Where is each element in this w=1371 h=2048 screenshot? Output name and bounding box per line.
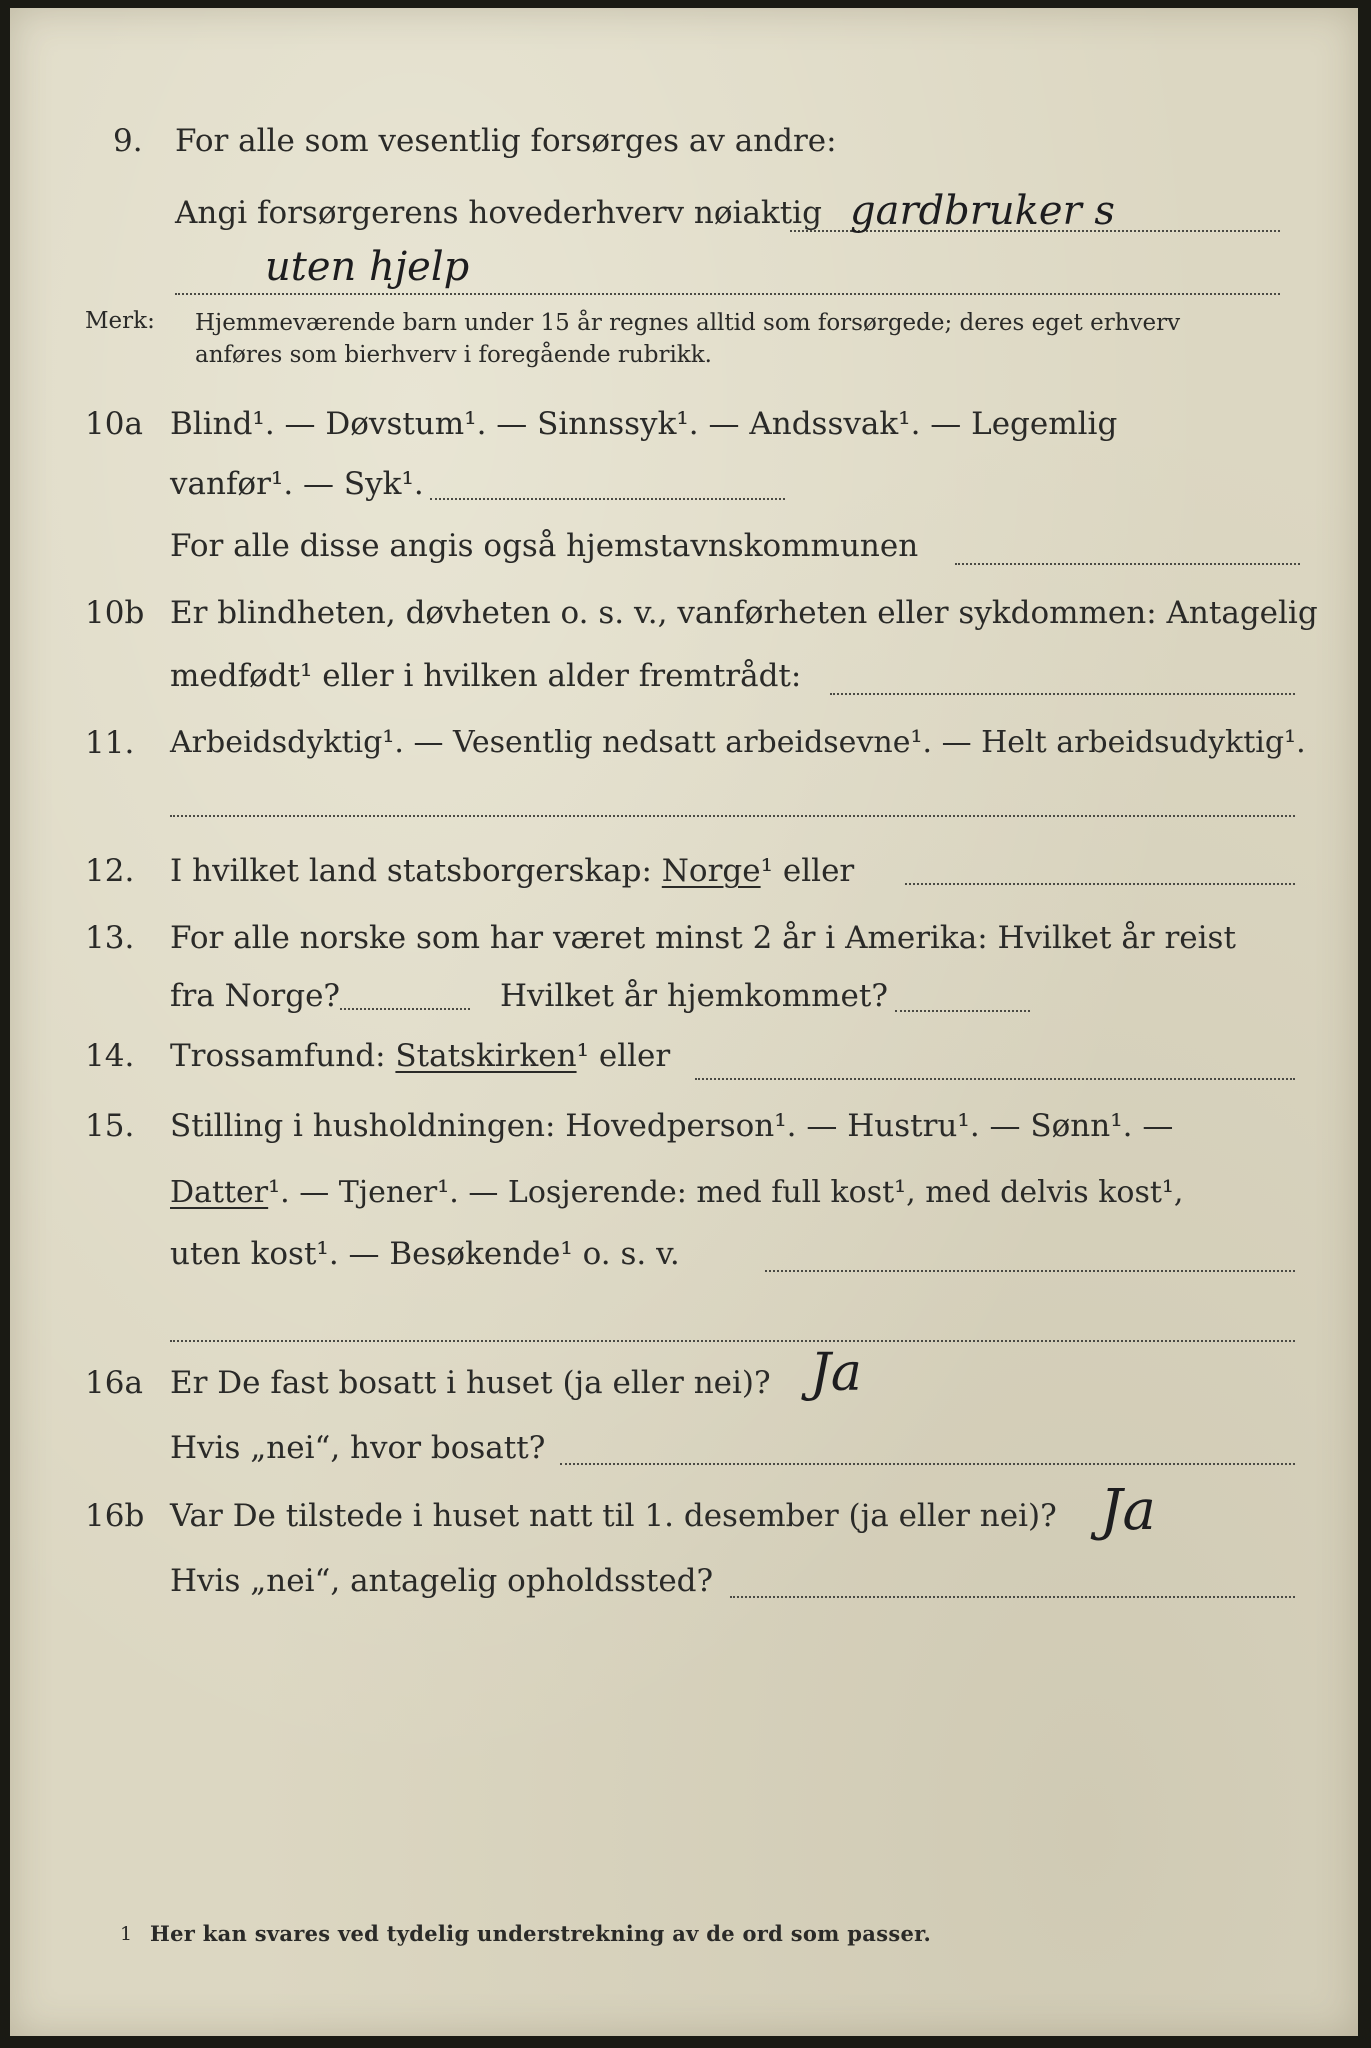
q16b-answer-line	[730, 1596, 1295, 1598]
q15-line-1: Stilling i husholdningen: Hovedperson¹. — Hustru¹. — Sønn¹. —	[170, 1108, 1174, 1144]
q10b-line-1: Er blindheten, døvheten o. s. v., vanførheten eller sykdommen: Antagelig	[170, 595, 1318, 631]
q9-handwritten-answer-2: uten hjelp	[265, 244, 470, 290]
q10a-line-2: vanfør¹. — Syk¹.	[170, 466, 424, 502]
q10a-line-3: For alle disse angis også hjemstavnskommunen	[170, 528, 919, 564]
q11-line-1: Arbeidsdyktig¹. — Vesentlig nedsatt arbeidsevne¹. — Helt arbeidsudyktig¹.	[170, 725, 1306, 760]
footnote-mark: 1	[120, 1923, 133, 1945]
merk-line-1: Hjemmeværende barn under 15 år regnes alltid som forsørgede; deres eget erhverv	[195, 310, 1181, 336]
q16a-line-1: Er De fast bosatt i huset (ja eller nei)?	[170, 1365, 771, 1401]
q15-answer-line-2	[170, 1340, 1295, 1342]
item-number-14: 14.	[85, 1038, 135, 1074]
q11-answer-line	[170, 815, 1295, 817]
q15-underlined-datter: Datter	[170, 1175, 269, 1210]
merk-label: Merk:	[85, 308, 155, 334]
q9-answer-line-2	[175, 293, 1280, 295]
q12-question: I hvilket land statsborgerskap:	[170, 853, 652, 889]
q12-underlined-norge: Norge	[661, 853, 761, 889]
q13-line-1: For alle norske som har været minst 2 år i Amerika: Hvilket år reist	[170, 920, 1236, 956]
q13-line-2b: Hvilket år hjemkommet?	[500, 978, 888, 1014]
q13-hjemkommet-line	[895, 1010, 1030, 1012]
q15-line-2	[170, 1175, 1183, 1210]
item-number-10b: 10b	[85, 595, 145, 631]
item-number-9: 9.	[113, 123, 143, 159]
q16b-line-2: Hvis „nei“, antagelig opholdssted?	[170, 1563, 714, 1599]
q10b-line-2: medfødt¹ eller i hvilken alder fremtrådt:	[170, 658, 802, 694]
q12-answer-line	[905, 883, 1295, 885]
q13-line-2a: fra Norge?	[170, 978, 341, 1014]
item-number-12: 12.	[85, 853, 135, 889]
q14-question: Trossamfund:	[170, 1038, 386, 1074]
q10a-answer-line	[430, 498, 785, 500]
q16a-handwritten-answer: Ja	[810, 1343, 862, 1403]
q9-handwritten-answer-1: gardbruker s	[850, 188, 1115, 234]
q13-reist-line	[340, 1008, 470, 1010]
footnote-text: Her kan svares ved tydelig understrekning av de ord som passer.	[150, 1921, 932, 1946]
item-number-15: 15.	[85, 1108, 135, 1144]
q16b-handwritten-answer: Ja	[1100, 1478, 1156, 1543]
item-number-16a: 16a	[85, 1365, 143, 1401]
q10b-answer-line	[830, 693, 1295, 695]
q10a-line-1: Blind¹. — Døvstum¹. — Sinnssyk¹. — Andssvak¹. — Legemlig	[170, 406, 1118, 442]
q15-line-3: uten kost¹. — Besøkende¹ o. s. v.	[170, 1236, 680, 1272]
q10a-hjemstavn-line	[955, 563, 1300, 565]
q12-line	[170, 853, 854, 889]
q16b-line-1: Var De tilstede i huset natt til 1. desember (ja eller nei)?	[170, 1498, 1057, 1534]
item-number-16b: 16b	[85, 1498, 145, 1534]
merk-line-2: anføres som bierhverv i foregående rubrikk.	[195, 342, 712, 368]
item-number-13: 13.	[85, 920, 135, 956]
item-number-11: 11.	[85, 725, 135, 761]
item-number-10a: 10a	[85, 406, 143, 442]
q14-suffix: ¹ eller	[576, 1038, 671, 1074]
q14-underlined-statskirken: Statskirken	[395, 1038, 577, 1074]
q12-suffix: ¹ eller	[760, 853, 855, 889]
q9-line-2: Angi forsørgerens hovederhverv nøiaktig	[175, 195, 822, 231]
q15-line-2-rest: ¹. — Tjener¹. — Losjerende: med full kost¹, med delvis kost¹,	[268, 1175, 1184, 1210]
q9-line-1: For alle som vesentlig forsørges av andre:	[175, 123, 837, 159]
q14-line	[170, 1038, 670, 1074]
q14-answer-line	[695, 1078, 1295, 1080]
q16a-line-2: Hvis „nei“, hvor bosatt?	[170, 1430, 546, 1466]
q16a-answer-line	[560, 1463, 1295, 1465]
census-form-page	[10, 8, 1358, 2036]
q15-answer-line-1	[765, 1270, 1295, 1272]
